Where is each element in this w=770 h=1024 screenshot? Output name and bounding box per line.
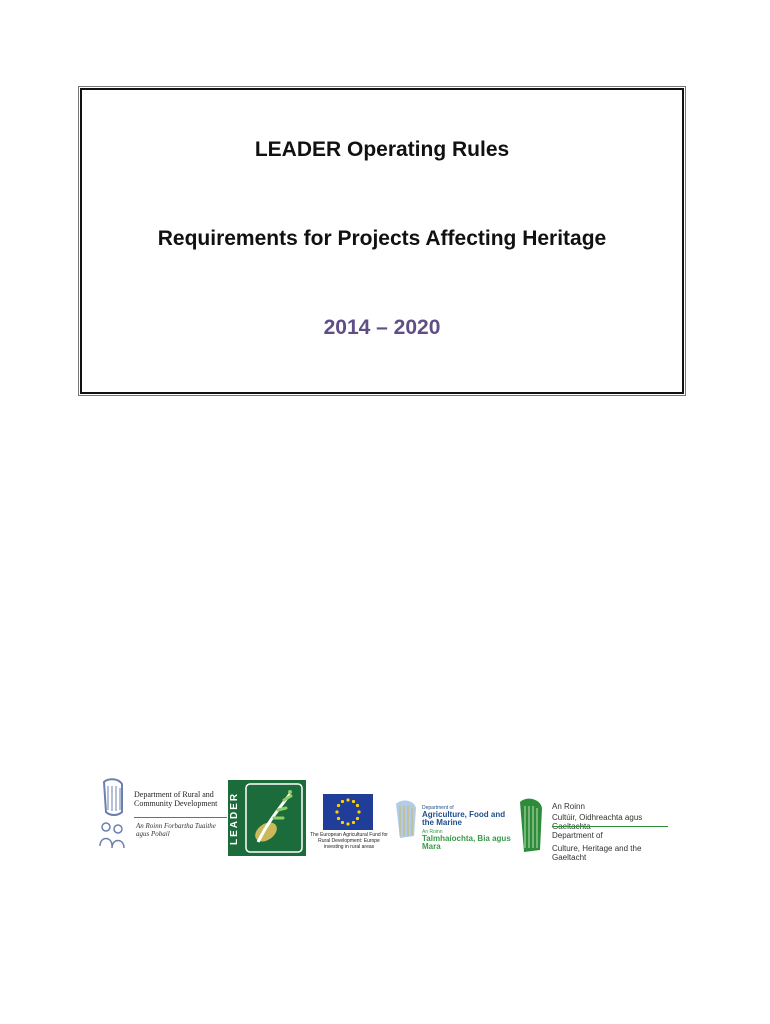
leader-logo — [228, 780, 306, 856]
harp-icon — [98, 778, 130, 818]
dafm-logo — [392, 798, 510, 858]
logo-strip — [96, 778, 676, 862]
eu-flag-icon — [323, 794, 373, 830]
chg-line2: Cultúir, Oidhreachta agus — [552, 813, 643, 822]
chg-line1: An Roinn — [552, 802, 585, 811]
chg-logo — [514, 796, 674, 862]
eafrd-caption: The European Agricultural Fund for Rural Development: Europe investing in rural areas — [310, 832, 388, 850]
harp-icon — [392, 798, 420, 842]
dafm-name-en: Agriculture, Food and the Marine — [422, 810, 506, 827]
dafm-an-roinn: An Roinn — [422, 829, 443, 835]
people-icon — [98, 820, 130, 850]
chg-line3: Department of — [552, 831, 603, 840]
drcd-name-ga: An Roinn Forbartha Tuaithe agus Pobail — [136, 822, 216, 838]
harp-icon — [514, 796, 546, 856]
title-box — [80, 88, 684, 394]
leader-label: LEADER — [229, 791, 240, 845]
drcd-divider — [134, 817, 227, 818]
leader-emblem-icon — [244, 782, 304, 854]
eafrd-logo — [308, 794, 388, 860]
drcd-name-en: Department of Rural and Community Development — [134, 790, 218, 808]
document-period: 2014 – 2020 — [323, 316, 441, 339]
document-subtitle: Requirements for Projects Affecting Heritage — [157, 227, 607, 250]
chg-line4: Culture, Heritage and the Gaeltacht — [552, 844, 642, 862]
dafm-name-ga: Talmhaíochta, Bia agus Mara — [422, 834, 511, 851]
document-title: LEADER Operating Rules — [254, 138, 510, 161]
chg-divider — [552, 826, 668, 827]
dafm-dept-of: Department of — [422, 805, 454, 811]
drcd-logo — [96, 778, 226, 852]
